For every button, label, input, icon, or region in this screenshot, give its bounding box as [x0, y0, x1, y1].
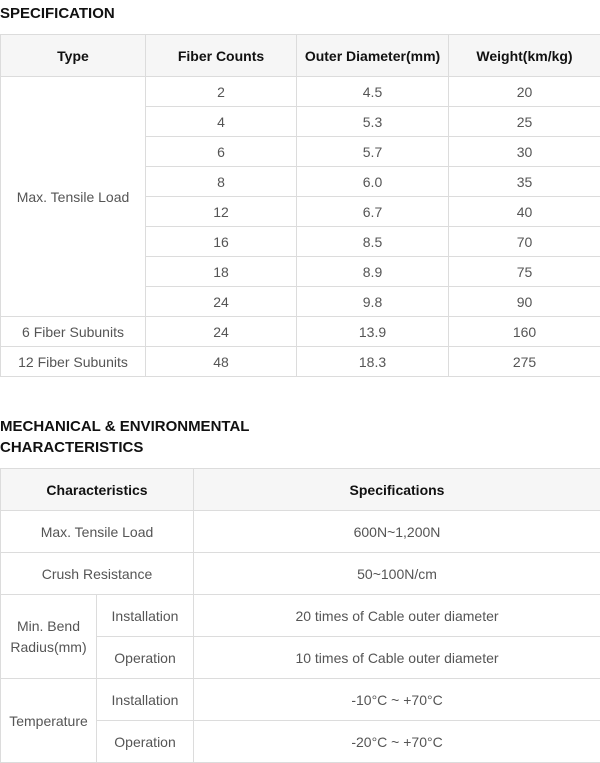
weight-cell: 75: [449, 257, 600, 287]
characteristic-label: [1, 595, 97, 679]
outer-diameter-cell: 6.0: [297, 167, 449, 197]
weight-cell: 25: [449, 107, 600, 137]
specification-value: -20°C ~ +70°C: [194, 721, 600, 763]
header-specifications: Specifications: [194, 469, 600, 511]
fiber-count-cell: 8: [146, 167, 297, 197]
table-row: [1, 553, 600, 595]
mechanical-table: [0, 468, 600, 763]
table-row: [1, 679, 600, 721]
type-cell: 12 Fiber Subunits: [1, 347, 146, 377]
type-cell: Max. Tensile Load: [1, 77, 146, 317]
type-cell: 6 Fiber Subunits: [1, 317, 146, 347]
table-row: [1, 77, 600, 107]
weight-cell: 70: [449, 227, 600, 257]
header-characteristics: Characteristics: [1, 469, 194, 511]
sub-characteristic-label: Operation: [97, 721, 194, 763]
bend-label-line2: Radius(mm): [10, 639, 86, 655]
mechanical-title-line2: CHARACTERISTICS: [0, 439, 143, 456]
specification-value: 600N~1,200N: [194, 511, 600, 553]
characteristic-label: Max. Tensile Load: [1, 511, 194, 553]
header-weight: Weight(km/kg): [449, 35, 600, 77]
table-row: [1, 317, 600, 347]
fiber-count-cell: 48: [146, 347, 297, 377]
fiber-count-cell: 12: [146, 197, 297, 227]
fiber-count-cell: 6: [146, 137, 297, 167]
fiber-count-cell: 24: [146, 317, 297, 347]
table-row: [1, 595, 600, 637]
sub-characteristic-label: Operation: [97, 637, 194, 679]
outer-diameter-cell: 18.3: [297, 347, 449, 377]
outer-diameter-cell: 9.8: [297, 287, 449, 317]
mechanical-title-line1: MECHANICAL & ENVIRONMENTAL: [0, 418, 249, 435]
sub-characteristic-label: Installation: [97, 595, 194, 637]
weight-cell: 35: [449, 167, 600, 197]
weight-cell: 30: [449, 137, 600, 167]
table-header-row: [1, 35, 600, 77]
specification-title: SPECIFICATION: [0, 3, 115, 24]
sub-characteristic-label: Installation: [97, 679, 194, 721]
fiber-count-cell: 24: [146, 287, 297, 317]
specification-value: 20 times of Cable outer diameter: [194, 595, 600, 637]
header-fiber-counts: Fiber Counts: [146, 35, 297, 77]
table-row: [1, 511, 600, 553]
bend-label-line1: Min. Bend: [17, 618, 80, 634]
specification-value: 10 times of Cable outer diameter: [194, 637, 600, 679]
outer-diameter-cell: 5.7: [297, 137, 449, 167]
fiber-count-cell: 16: [146, 227, 297, 257]
header-outer-diameter: Outer Diameter(mm): [297, 35, 449, 77]
specification-value: -10°C ~ +70°C: [194, 679, 600, 721]
weight-cell: 90: [449, 287, 600, 317]
characteristic-label: Temperature: [1, 679, 97, 763]
table-header-row: [1, 469, 600, 511]
table-row: [1, 347, 600, 377]
weight-cell: 160: [449, 317, 600, 347]
header-type: Type: [1, 35, 146, 77]
outer-diameter-cell: 8.9: [297, 257, 449, 287]
outer-diameter-cell: 5.3: [297, 107, 449, 137]
fiber-count-cell: 18: [146, 257, 297, 287]
outer-diameter-cell: 8.5: [297, 227, 449, 257]
fiber-count-cell: 4: [146, 107, 297, 137]
weight-cell: 40: [449, 197, 600, 227]
outer-diameter-cell: 13.9: [297, 317, 449, 347]
characteristic-label: Crush Resistance: [1, 553, 194, 595]
fiber-count-cell: 2: [146, 77, 297, 107]
outer-diameter-cell: 6.7: [297, 197, 449, 227]
specification-value: 50~100N/cm: [194, 553, 600, 595]
mechanical-title: [0, 416, 249, 458]
weight-cell: 20: [449, 77, 600, 107]
outer-diameter-cell: 4.5: [297, 77, 449, 107]
specification-table: [0, 34, 600, 377]
weight-cell: 275: [449, 347, 600, 377]
